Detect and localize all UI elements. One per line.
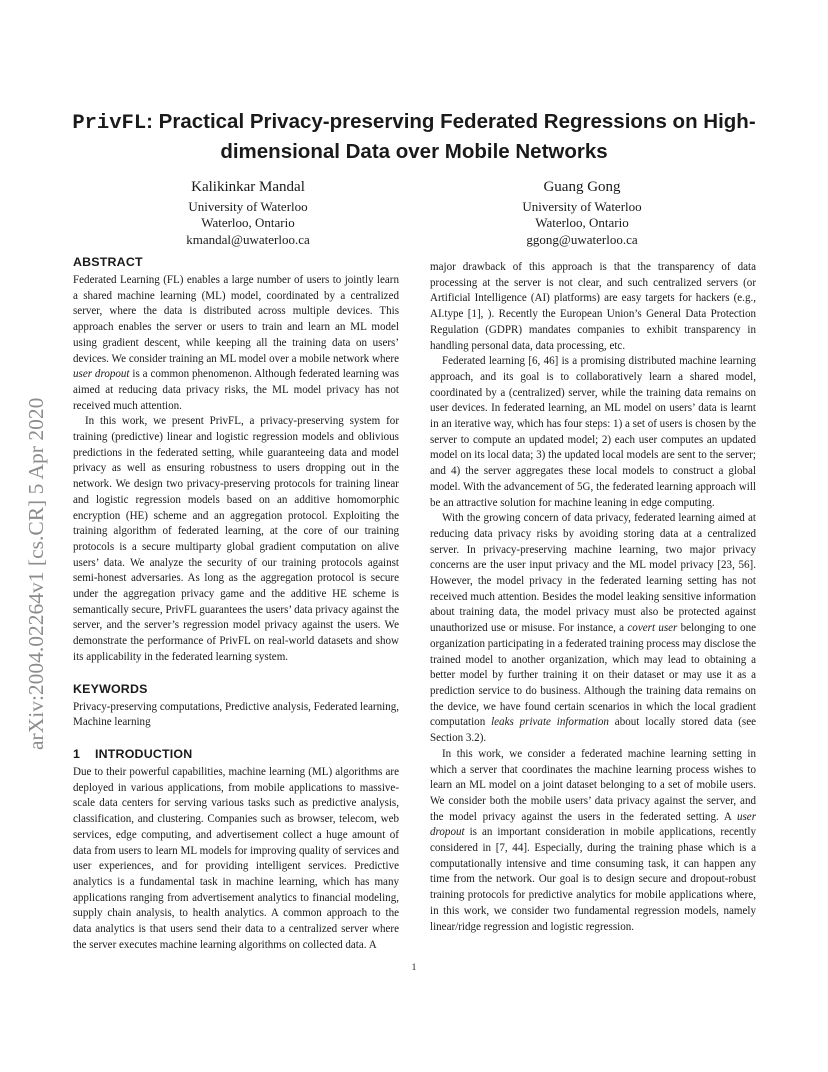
intro-paragraph-continued: major drawback of this approach is that the transparency of data processing at the server is not clear, and such centralized servers (or Artificial Intelligence (AI) platforms) are easy targets for hackers (e.g., AI.type [1], ). Recently the European Union’s General Data Protection Regulation (GDPR) mandates companies to exhibit transparency in handling personal data, data processing, etc. [430, 261, 756, 352]
paper-title [60, 108, 768, 166]
author-location: Waterloo, Ontario [201, 215, 295, 231]
keywords-heading: KEYWORDS [73, 681, 148, 696]
left-column [73, 254, 399, 953]
arxiv-identifier: arXiv:2004.02264v1 [cs.CR] 5 Apr 2020 [24, 397, 48, 750]
section-heading-introduction [73, 746, 399, 762]
abstract-heading: ABSTRACT [73, 255, 143, 269]
intro-paragraph-3: With the growing concern of data privacy, federated learning aimed at reducing data privacy risks by avoiding storing data at a centralized server. In privacy-preserving machine learning, two major privacy concerns are the user input privacy and the ML model privacy [23, 56]. However, the model privacy in the federated learning setting has not received much attention. Besides the model leaking sensitive information about training data, the model privacy must also be protected against unauthorized use or misuse. For instance, a covert user belonging to one organization participating in a federated training process may disclose the trained model to another organization, which may lead to obtaining a better model by further training it on their dataset or may use it as a prediction service to do business. Although the training data remains on the device, we have found certain scenarios in which the local gradient computation leaks private information about locally stored data (see Section 3.2). [430, 512, 756, 745]
keywords-text: Privacy-preserving computations, Predictive analysis, Federated learning, Machine learning [73, 700, 399, 729]
section-title: INTRODUCTION [95, 746, 193, 761]
title-rest: : Practical Privacy-preserving Federated Regressions on High-dimensional Data over Mobile Networks [146, 110, 756, 163]
intro-paragraph-2: Federated learning [6, 46] is a promising distributed machine learning approach, and its goal is to collaboratively learn a shared model, coordinated by a (centralized) server, while the training data remains on user devices. In federated learning, an ML model on users’ data is learnt in an iterative way, which has four steps: 1) a set of users is chosen by the server to compute an updated model; 2) each user computes an updated model on its local data; 3) the updated local models are sent to the server; and 4) the server aggregates these local models to construct a global model. With the advancement of 5G, the federated learning approach will be an attractive solution for machine leaning in edge computing. [430, 355, 757, 509]
section-number: 1 [73, 746, 81, 761]
author-block-1 [118, 176, 378, 248]
emphasis: covert user [627, 622, 678, 635]
author-email: kmandal@uwaterloo.ca [186, 231, 310, 247]
intro-paragraph-4: In this work, we consider a federated machine learning setting in which a server that coordinates the machine learning process wishes to learn an ML model on a joint dataset belonging to a set of mobile users. We consider both the mobile users’ data privacy against the server, and the model privacy against the users in the federated setting. A user dropout is an important consideration in mobile applications, recently considered in [7, 44]. Especially, during the training phase which is a computationally intensive and time consuming task, it can happen any time from the network. Our goal is to design secure and dropout-robust training protocols for predictive analytics for mobile applications where, in this work, we consider two fundamental regression models, namely linear/ridge regression and logistic regression. [430, 747, 756, 933]
author-name: Guang Gong [543, 179, 621, 195]
page-number: 1 [411, 963, 417, 973]
emphasis: user dropout [73, 368, 130, 381]
right-column [430, 260, 756, 935]
author-name: Kalikinkar Mandal [191, 179, 305, 195]
title-system-name: PrivFL [72, 112, 147, 135]
author-block-2 [452, 176, 712, 248]
intro-paragraph-1: Due to their powerful capabilities, machine learning (ML) algorithms are deployed in various applications, from mobile applications to massive-scale data centers for serving various tasks such as predictive analysis, classification, and clustering. Companies such as browser, telecom, web services, edge computing, and advertisement collect a huge amount of data from users to learn ML models for improving quality of services and user experiences, and for providing intelligent services. Predictive analytics is a fundamental task in machine learning, which has many applications ranging from advertisement analytics to financial modeling, supply chain analysis, to health analytics. A common approach to the data analytics is that users send their data to a centralized server where the server executes machine learning algorithms on collected data. A [73, 765, 399, 951]
emphasis: leaks private information [491, 716, 609, 729]
author-location: Waterloo, Ontario [535, 215, 629, 231]
abstract-paragraph-2: In this work, we present PrivFL, a privacy-preserving system for training (predictive) linear and logistic regression models and oblivious predictions in the federated setting, while guaranteeing data and model privacy as well as ensuring robustness to users dropping out in the network. We design two privacy-preserving protocols for training linear and logistic regression models based on an additive homomorphic encryption (HE) scheme and an aggregation protocol. Exploiting the training algorithm of federated learning, at the core of our training protocols is a secure multiparty global gradient computation on alive users’ data. We analyze the security of our training protocols against semi-honest adversaries. As long as the aggregation protocol is secure under the aggregation privacy game and the additive HE scheme is semantically secure, PrivFL guarantees the users’ data privacy against the server, and the server’s regression model privacy against the users. We demonstrate the performance of PrivFL on real-world datasets and show its applicability in the federated learning system. [73, 415, 399, 663]
author-affiliation: University of Waterloo [522, 199, 642, 214]
emphasis: user dropout [430, 810, 756, 839]
author-affiliation: University of Waterloo [188, 199, 308, 214]
author-email: ggong@uwaterloo.ca [526, 231, 638, 247]
abstract-paragraph-1: Federated Learning (FL) enables a large number of users to jointly learn a shared machine learning (ML) model, coordinated by a centralized server, where the data is distributed across multiple devices. This approach enables the server or users to train and learn an ML model using gradient descent, while keeping all the training data on users’ devices. We consider training an ML model over a mobile network where user dropout is a common phenomenon. Although federated learning was aimed at reducing data privacy risks, the ML model privacy has not received much attention. [73, 274, 399, 412]
